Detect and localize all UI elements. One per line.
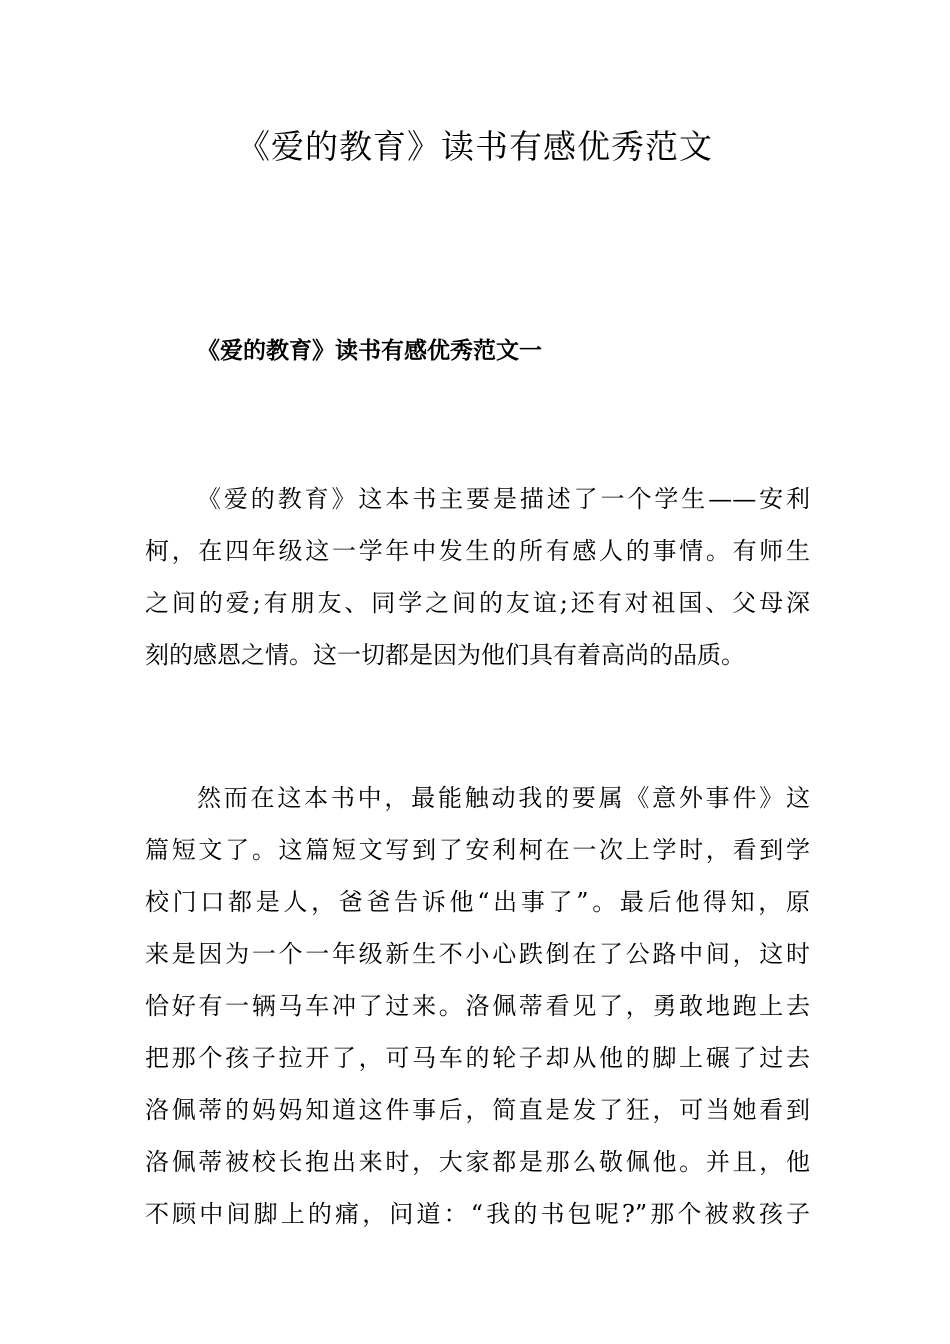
paragraph-line: 洛佩蒂的妈妈知道这件事后，简直是发了狂，可当她看到 [145,1096,810,1124]
paragraph-line: 不顾中间脚上的痛，问道：“我的书包呢?”那个被救孩子 [145,1200,810,1228]
paragraph-line: 来是因为一个一年级新生不小心跌倒在了公路中间，这时 [145,940,810,968]
paragraph-line: 洛佩蒂被校长抱出来时，大家都是那么敬佩他。并且，他 [145,1148,810,1176]
paragraph-1 [145,473,810,681]
paragraph-2 [145,772,810,1240]
document-title: 《爱的教育》读书有感优秀范文 [237,127,713,166]
section-heading: 《爱的教育》读书有感优秀范文一 [197,337,542,364]
paragraph-line: 篇短文了。这篇短文写到了安利柯在一次上学时，看到学 [145,836,810,864]
paragraph-line: 然而在这本书中，最能触动我的要属《意外事件》这 [197,784,810,812]
paragraph-line: 《爱的教育》这本书主要是描述了一个学生——安利 [197,485,810,513]
paragraph-line: 校门口都是人，爸爸告诉他“出事了”。最后他得知，原 [145,888,810,916]
paragraph-line: 把那个孩子拉开了，可马车的轮子却从他的脚上碾了过去 [145,1044,810,1072]
paragraph-line: 柯，在四年级这一学年中发生的所有感人的事情。有师生 [145,537,810,565]
paragraph-line: 刻的感恩之情。这一切都是因为他们具有着高尚的品质。 [145,641,745,669]
paragraph-line: 之间的爱;有朋友、同学之间的友谊;还有对祖国、父母深 [145,589,810,617]
paragraph-line: 恰好有一辆马车冲了过来。洛佩蒂看见了，勇敢地跑上去 [145,992,810,1020]
